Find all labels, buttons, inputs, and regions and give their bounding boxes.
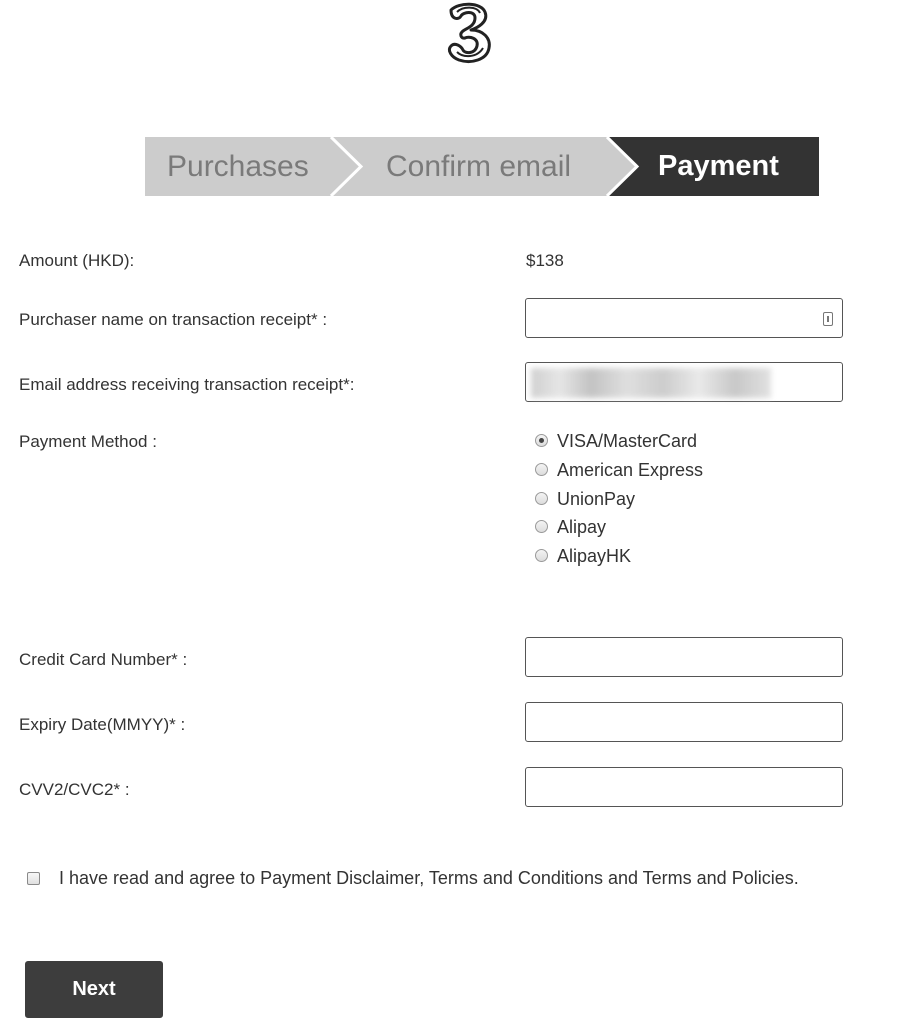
purchaser-name-input[interactable] xyxy=(525,298,843,338)
radio-visa-mastercard[interactable] xyxy=(535,434,548,447)
radio-alipay[interactable] xyxy=(535,520,548,533)
amount-value: $138 xyxy=(526,251,564,270)
step-payment: Payment xyxy=(658,150,779,182)
expiry-date-label: Expiry Date(MMYY)* : xyxy=(19,715,186,734)
radio-unionpay[interactable] xyxy=(535,492,548,505)
radio-label: AlipayHK xyxy=(557,546,632,566)
radio-alipayhk[interactable] xyxy=(535,549,548,562)
agree-terms-text: I have read and agree to Payment Disclaimer, Terms and Conditions and Terms and Policies. xyxy=(59,868,799,888)
card-number-label: Credit Card Number* : xyxy=(19,650,188,669)
next-button[interactable]: Next xyxy=(25,961,163,1018)
radio-label: Alipay xyxy=(557,517,607,537)
radio-label: American Express xyxy=(557,460,704,480)
email-label: Email address receiving transaction receipt*: xyxy=(19,375,355,394)
step-confirm-email: Confirm email xyxy=(386,150,572,183)
payment-method-label: Payment Method : xyxy=(19,432,157,451)
checkout-progress-steps xyxy=(145,137,819,196)
card-number-input[interactable] xyxy=(525,637,843,677)
cvv-input[interactable] xyxy=(525,767,843,807)
radio-american-express[interactable] xyxy=(535,463,548,476)
purchaser-name-label: Purchaser name on transaction receipt* : xyxy=(19,310,328,329)
radio-label: UnionPay xyxy=(557,489,636,509)
expiry-date-input[interactable] xyxy=(525,702,843,742)
agree-terms-checkbox[interactable] xyxy=(27,872,40,885)
cvv-label: CVV2/CVC2* : xyxy=(19,780,130,799)
three-logo xyxy=(437,0,499,66)
email-redacted-value xyxy=(531,368,771,398)
amount-label: Amount (HKD): xyxy=(19,251,135,270)
radio-label: VISA/MasterCard xyxy=(557,431,698,451)
autofill-contact-icon[interactable] xyxy=(823,312,833,326)
step-purchases: Purchases xyxy=(167,150,309,183)
